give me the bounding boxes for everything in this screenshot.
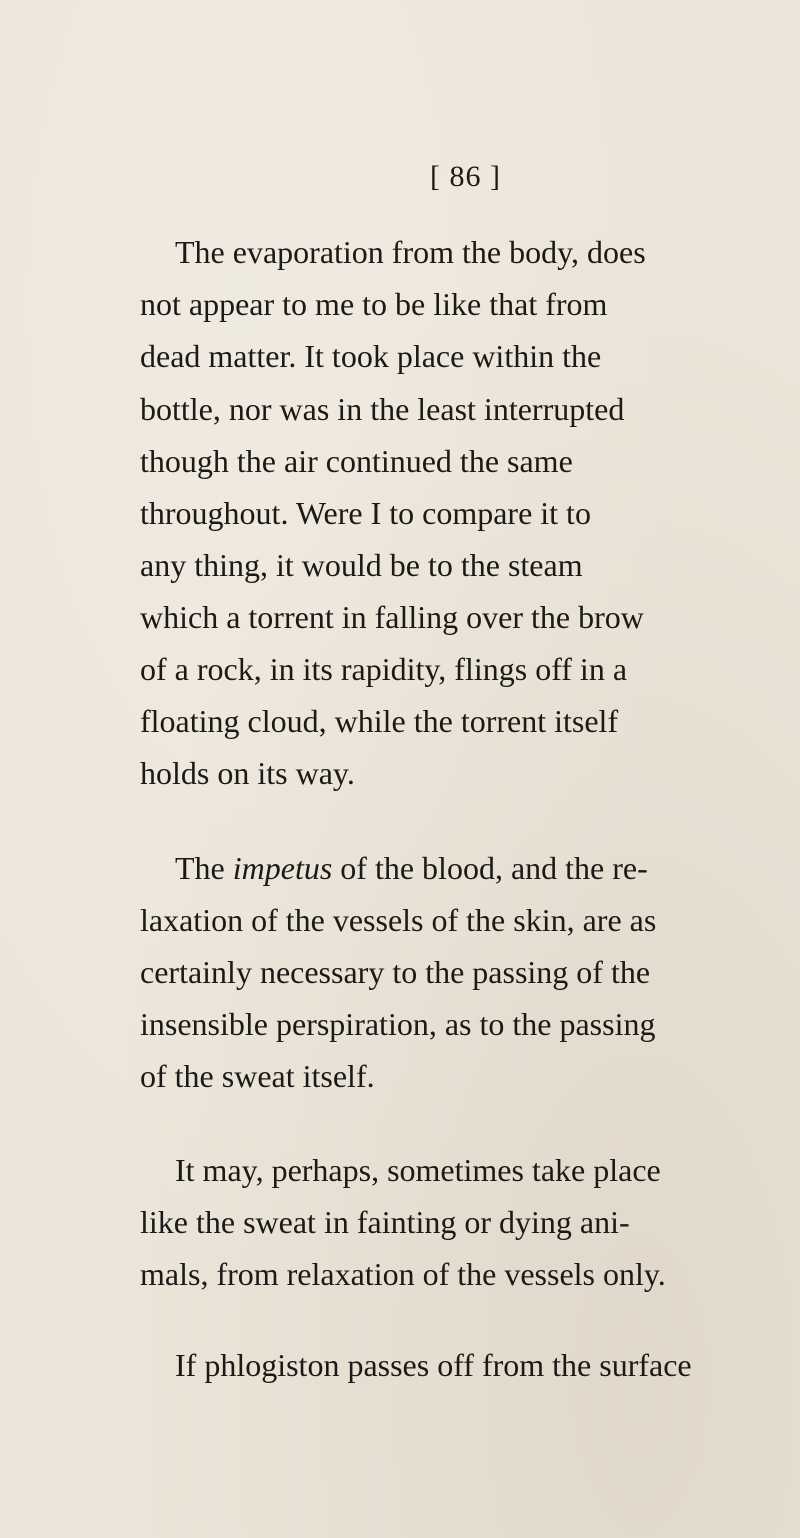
paragraph-3-line-1: It may, perhaps, sometimes take place	[175, 1152, 661, 1188]
paragraph-2-line-1	[175, 848, 648, 888]
paragraph-1-line-6: throughout. Were I to compare it to	[140, 495, 591, 531]
paragraph-1-line-2: not appear to me to be like that from	[140, 286, 608, 322]
paragraph-1-line-9: of a rock, in its rapidity, flings off in a	[140, 651, 628, 687]
paragraph-2-line-5: of the sweat itself.	[140, 1058, 375, 1094]
paragraph-1-line-8: which a torrent in falling over the brow	[140, 599, 644, 635]
paragraph-2-line-1-after: of the blood, and the re-	[332, 850, 648, 886]
paragraph-1-line-1: The evaporation from the body, does	[175, 234, 646, 270]
paragraph-1-line-7: any thing, it would be to the steam	[140, 547, 583, 583]
page-number: [ 86 ]	[430, 160, 501, 193]
paragraph-1-line-3: dead matter. It took place within the	[140, 338, 602, 374]
paragraph-2-line-4: insensible perspiration, as to the passing	[140, 1006, 656, 1042]
paragraph-4-line-1: If phlogiston passes off from the surface	[175, 1347, 692, 1383]
paragraph-3-line-2: like the sweat in fainting or dying ani-	[140, 1204, 630, 1240]
paragraph-2-line-2: laxation of the vessels of the skin, are as	[140, 902, 657, 938]
paragraph-1-line-5: though the air continued the same	[140, 443, 573, 479]
paragraph-2-line-1-before: The	[175, 850, 233, 886]
paragraph-3-line-3: mals, from relaxation of the vessels only.	[140, 1256, 666, 1292]
paragraph-1-line-10: floating cloud, while the torrent itself	[140, 703, 619, 739]
paragraph-2-line-3: certainly necessary to the passing of the	[140, 954, 651, 990]
emphasis-impetus: impetus	[232, 850, 333, 886]
paragraph-1-line-4: bottle, nor was in the least interrupted	[140, 391, 625, 427]
paragraph-1-line-11: holds on its way.	[140, 755, 355, 791]
